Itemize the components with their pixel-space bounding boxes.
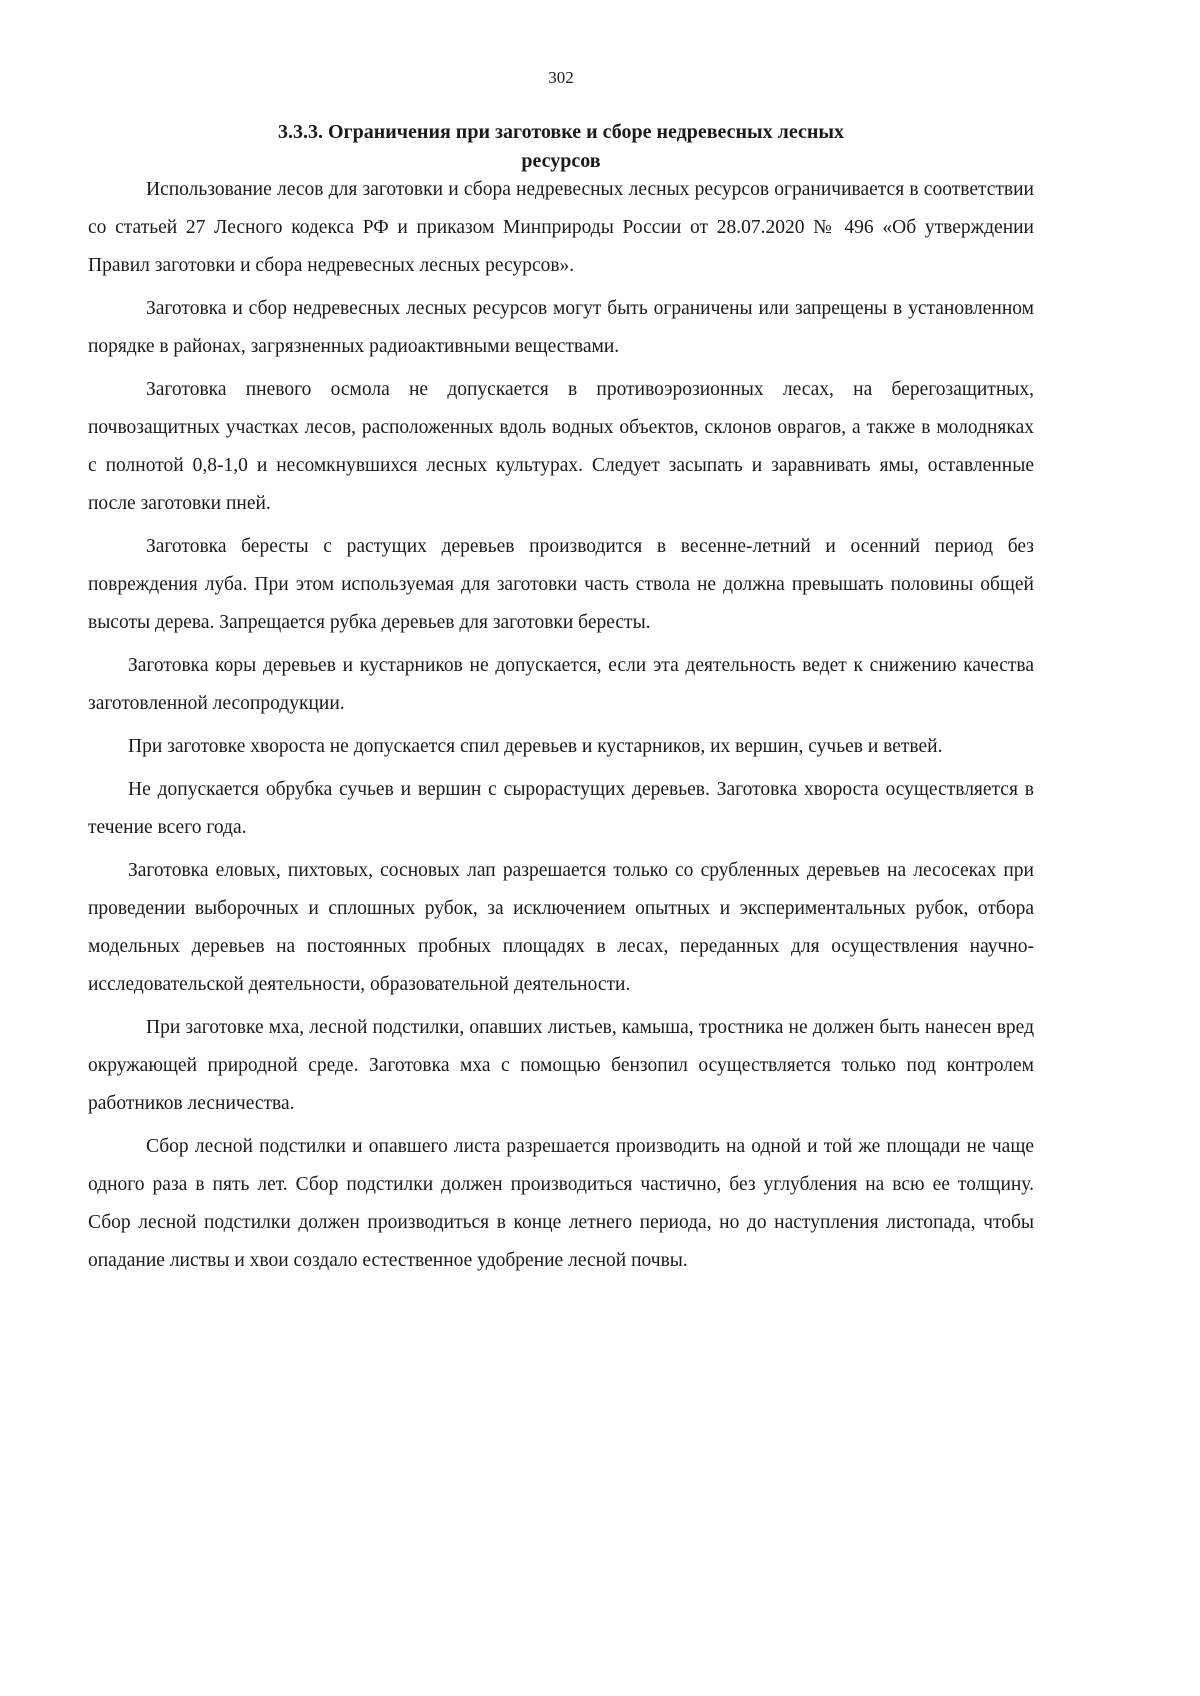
- section-title: [160, 118, 962, 176]
- page-number: 302: [548, 68, 574, 87]
- section-title-line-1: 3.3.3. Ограничения при заготовке и сборе недревесных лесных: [277, 121, 845, 143]
- paragraph-2: Заготовка и сбор недревесных лесных ресурсов могут быть ограничены или запрещены в установленном порядке в районах, загрязненных радиоактивными веществами.: [88, 298, 1034, 357]
- paragraph-10: Сбор лесной подстилки и опавшего листа разрешается производить на одной и той же площади не чаще одного раза в пять лет. Сбор подстилки должен производиться частично, без углубления на всю ее толщину. Сбор лесной подстилки должен производиться в конце летнего периода, но до наступления листопада, чтобы опадание листвы и хвои создало естественное удобрение лесной почвы.: [88, 1136, 1034, 1271]
- body-text: [88, 171, 1034, 1285]
- paragraph-1: Использование лесов для заготовки и сбора недревесных лесных ресурсов ограничивается в соответствии со статьей 27 Лесного кодекса РФ и приказом Минприроды России от 28.07.2020 № 496 «Об утверждении Правил заготовки и сбора недревесных лесных ресурсов».: [88, 179, 1034, 276]
- paragraph-8: Заготовка еловых, пихтовых, сосновых лап разрешается только со срубленных деревьев на лесосеках при проведении выборочных и сплошных рубок, за исключением опытных и экспериментальных рубок, отбора модельных деревьев на постоянных пробных площадях в лесах, переданных для осуществления научно-исследовательской деятельности, образовательной деятельности.: [88, 860, 1034, 995]
- paragraph-5: Заготовка коры деревьев и кустарников не допускается, если эта деятельность ведет к снижению качества заготовленной лесопродукции.: [88, 655, 1034, 714]
- paragraph-4: Заготовка бересты с растущих деревьев производится в весенне-летний и осенний период без повреждения луба. При этом используемая для заготовки часть ствола не должна превышать половины общей высоты дерева. Запрещается рубка деревьев для заготовки бересты.: [88, 536, 1034, 633]
- paragraph-9: При заготовке мха, лесной подстилки, опавших листьев, камыша, тростника не должен быть нанесен вред окружающей природной среде. Заготовка мха с помощью бензопил осуществляется только под контролем работников лесничества.: [88, 1017, 1034, 1114]
- paragraph-7: Не допускается обрубка сучьев и вершин с сырорастущих деревьев. Заготовка хвороста осуществляется в течение всего года.: [88, 779, 1034, 838]
- paragraph-3: Заготовка пневого осмола не допускается в противоэрозионных лесах, на берегозащитных, почвозащитных участках лесов, расположенных вдоль водных объектов, склонов оврагов, а также в молодняках с полнотой 0,8-1,0 и несомкнувшихся лесных культурах. Следует засыпать и заравнивать ямы, оставленные после заготовки пней.: [88, 379, 1034, 514]
- paragraph-6: При заготовке хвороста не допускается спил деревьев и кустарников, их вершин, сучьев и ветвей.: [128, 736, 943, 757]
- section-title-line-2: ресурсов: [521, 150, 601, 172]
